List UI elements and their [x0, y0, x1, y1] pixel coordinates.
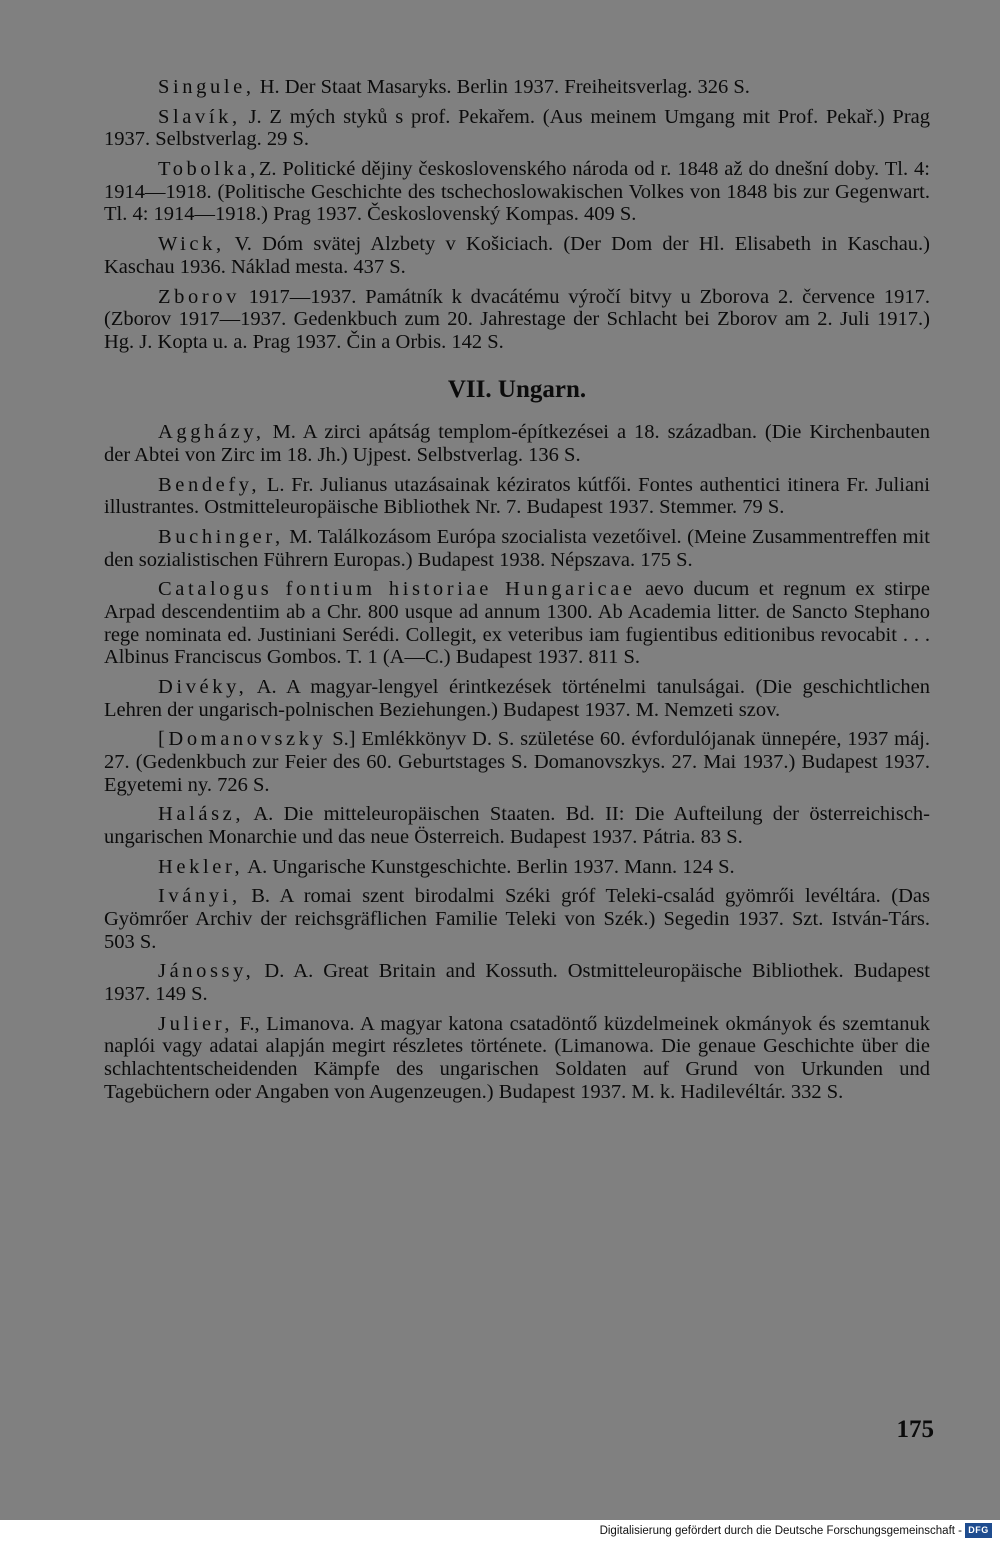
entry-author: Iványi, [158, 885, 241, 908]
entry-text: A. Ungarische Kunstgeschichte. Berlin 1937. Mann. 124 S. [243, 855, 735, 878]
bibliography-entry [104, 106, 930, 151]
entry-author: Singule, [158, 76, 255, 98]
entry-text: aevo ducum et regnum ex stirpe Arpad descendentiim ab a Chr. 800 usque ad annum 1300. Ab Academia litter. de Sancto Stephano rege nominata ed. Justiniani Serédi. Collegit, ex veteribus iam fugientibus editionibus revocabit . . . Albinus Franciscus Gombos. T. 1 (A—C.) Budapest 1937. 811 S. [104, 578, 930, 669]
bibliography-entry [104, 960, 930, 1005]
entry-author: Zborov [158, 285, 240, 308]
entry-text: M. Találkozásom Európa szocialista vezetőivel. (Meine Zusammentreffen mit den sozialistischen Führern Europas.) Budapest 1938. Népszava. 175 S. [104, 526, 930, 571]
bibliography-body [104, 76, 930, 1110]
bibliography-entry [104, 578, 930, 668]
entry-text: L. Fr. Julianus utazásainak kéziratos kútfői. Fontes authentici itinera Fr. Juliani illustrantes. Ostmitteleuropäische Bibliothek Nr. 7. Budapest 1937. Stemmer. 79 S. [104, 473, 930, 519]
entry-author: Buchinger, [158, 526, 284, 549]
bibliography-entry [104, 728, 930, 796]
bibliography-entry [104, 803, 930, 848]
entry-text: A. Die mitteleuropäischen Staaten. Bd. II: Die Aufteilung der österreichisch-ungarischen Monarchie und das neue Österreich. Budapest 1937. Pátria. 83 S. [104, 803, 930, 848]
entry-text: B. A romai szent birodalmi Széki gróf Teleki-család gyömrői levéltára. (Das Gyömrőer Archiv der reichsgräflichen Familie Teleki von Szék.) Segedin 1937. Szt. István-Társ. 503 S. [104, 885, 930, 953]
entry-text: 1917—1937. Památník k dvacátému výročí bitvy u Zborova 2. července 1917. (Zborov 1917—1937. Gedenkbuch zum 20. Jahrestage der Schlacht bei Zborov am 2. Juli 1917.) Hg. J. Kopta u. a. Prag 1937. Čin a Orbis. 142 S. [104, 285, 930, 353]
entry-text: V. Dóm svätej Alzbety v Košiciach. (Der Dom der Hl. Elisabeth in Kaschau.) Kaschau 1936. Náklad mesta. 437 S. [104, 233, 930, 278]
entry-author: [Domanovszky [158, 728, 327, 751]
entry-text: D. A. Great Britain and Kossuth. Ostmitteleuropäische Bibliothek. Budapest 1937. 149 S. [104, 960, 930, 1006]
entry-author: Hekler, [158, 855, 244, 878]
entry-text: A. A magyar-lengyel érintkezések történelmi tanulságai. (Die geschichtlichen Lehren der ungarisch-polnischen Beziehungen.) Budapest 1937. M. Nemzeti szov. [104, 675, 930, 721]
entry-author: Catalogus fontium historiae Hungaricae [158, 578, 636, 601]
entry-author: Wick, [158, 233, 225, 256]
bibliography-entry [104, 474, 930, 519]
entry-author: Jánossy, [158, 960, 255, 983]
bibliography-entry [104, 421, 930, 466]
bibliography-entry [104, 526, 930, 571]
entry-author: Tobolka, [158, 158, 259, 181]
entry-author: Aggházy, [158, 421, 265, 444]
page-number: 175 [896, 1416, 934, 1443]
bibliography-entry [104, 676, 930, 721]
entry-text: F., Limanova. A magyar katona csatadöntő küzdelmeinek okmányok és szemtanuk naplói vagy adatai alapján megirt részletes története. (Limanowa. Die genaue Geschichte über die schlachtentscheidenden Kämpfe des ungarischen Soldaten auf Grund von Urkunden und Tagebüchern oder Angaben von Augenzeugen.) Budapest 1937. M. k. Hadilevéltár. 332 S. [104, 1012, 930, 1103]
bibliography-entry [104, 158, 930, 226]
bibliography-entry [104, 286, 930, 354]
entry-author: Halász, [158, 803, 245, 826]
section-heading: VII. Ungarn. [447, 376, 587, 404]
footer-credit: Digitalisierung gefördert durch die Deutsche Forschungsgemeinschaft - [599, 1525, 962, 1537]
digitization-footer [0, 1520, 1000, 1542]
entry-author: Divéky, [158, 675, 248, 698]
entry-text: S.] Emlékkönyv D. S. születése 60. évfordulójanak ünnepére, 1937 máj. 27. (Gedenkbuch zur Feier des 60. Geburtstages S. Domanovszkys. 27. Mai 1937.) Budapest 1937. Egyetemi ny. 726 S. [104, 728, 930, 796]
dfg-logo-icon: DFG [965, 1523, 992, 1538]
bibliography-entry [104, 856, 930, 879]
entry-text: Z. Politické dějiny československého národa od r. 1848 až do dnešní doby. Tl. 4: 1914—1918. (Politische Geschichte des tschechoslowakischen Volkes von 1848 bis zur Gegenwart. Tl. 4: 1914—1918.) Prag 1937. Československý Kompas. 409 S. [104, 158, 930, 226]
entry-text: M. A zirci apátság templom-építkezései a 18. században. (Die Kirchenbauten der Abtei von Zirc im 18. Jh.) Ujpest. Selbstverlag. 136 S. [104, 421, 930, 466]
entry-author: Bendefy, [158, 473, 261, 496]
bibliography-entry [104, 1013, 930, 1103]
bibliography-entry [104, 233, 930, 278]
entry-text: J. Z mých styků s prof. Pekařem. (Aus meinem Umgang mit Prof. Pekař.) Prag 1937. Selbstverlag. 29 S. [104, 105, 930, 151]
entry-author: Julier, [158, 1012, 234, 1035]
bibliography-entry [104, 885, 930, 953]
bibliography-entry [104, 76, 930, 99]
entry-text: H. Der Staat Masaryks. Berlin 1937. Freiheitsverlag. 326 S. [254, 76, 750, 98]
entry-author: Slavík, [158, 105, 241, 128]
